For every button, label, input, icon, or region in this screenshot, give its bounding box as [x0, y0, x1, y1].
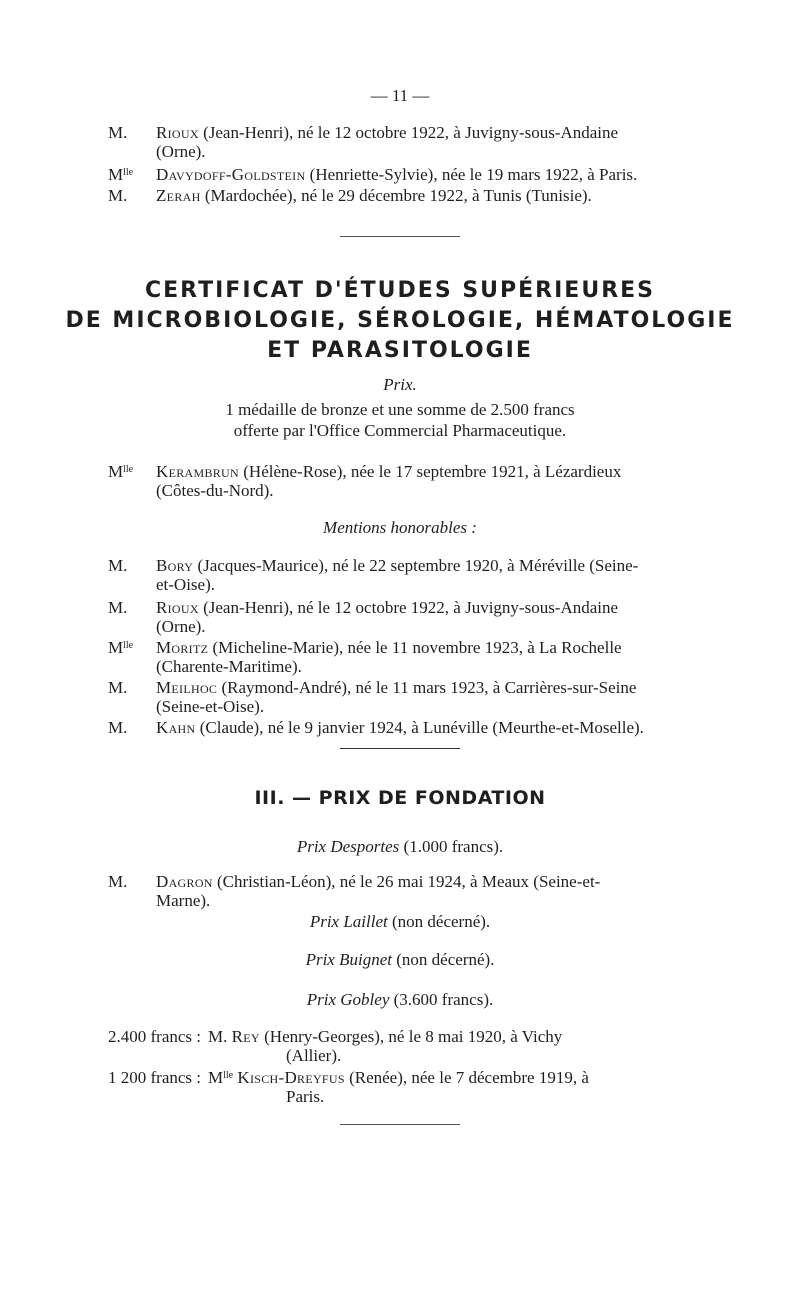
entry-kisch-dreyfus: [108, 1068, 708, 1106]
entry-name: Zerah: [156, 186, 201, 205]
entry-zerah: [108, 186, 708, 205]
entry-rey: [108, 1027, 708, 1065]
entry-name: Davydoff-Goldstein: [156, 165, 306, 184]
entry-details: (Christian-Léon), né le 26 mai 1924, à Meaux (Seine-et-: [212, 872, 601, 891]
entry-meilhoc: [108, 678, 708, 716]
entry-davydoff: [108, 165, 708, 184]
certificate-heading-line-1: CERTIFICAT D'ÉTUDES SUPÉRIEURES: [144, 278, 656, 303]
entry-name: Dagron: [156, 872, 213, 891]
entry-name: Kerambrun: [156, 462, 239, 481]
entry-continuation: Paris.: [286, 1087, 325, 1106]
entry-details: (Hélène-Rose), née le 17 septembre 1921, à Lézardieux: [239, 462, 622, 481]
entry-kerambrun: [108, 462, 708, 500]
entry-name: Kisch-Dreyfus: [237, 1068, 345, 1087]
entry-continuation: (Seine-et-Oise).: [156, 697, 265, 716]
entry-title: M.: [108, 123, 128, 142]
entry-title: M.: [108, 678, 128, 697]
entry-title: $M^{lle}$: [108, 638, 134, 657]
certificate-heading-line-3: ET PARASITOLOGIE: [267, 338, 533, 363]
prize-amount: 2.400 francs :: [108, 1027, 202, 1046]
entry-details: (Raymond-André), né le 11 mars 1923, à Carrières-sur-Seine: [217, 678, 637, 697]
certificate-heading-line-2: DE MICROBIOLOGIE, SÉROLOGIE, HÉMATOLOGIE: [65, 308, 735, 333]
entry-dagron: [108, 872, 708, 910]
entry-title: M.: [108, 718, 128, 737]
entry-title: M.: [208, 1027, 228, 1046]
entry-continuation: (Orne).: [156, 142, 206, 161]
entry-title: M.: [108, 556, 128, 575]
divider-rule: [340, 1124, 460, 1125]
entry-title: M.: [108, 598, 128, 617]
entry-rioux-top: [108, 123, 708, 161]
entry-continuation: (Charente-Maritime).: [156, 657, 302, 676]
entry-name: Moritz: [156, 638, 209, 657]
entry-details: (Jean-Henri), né le 12 octobre 1922, à Juvigny-sous-Andaine: [198, 598, 619, 617]
prize-buignet: Prix Buignet (non décerné).: [305, 950, 495, 969]
entry-bory: [108, 556, 708, 594]
entry-continuation: (Allier).: [286, 1046, 342, 1065]
entry-rioux-mention: [108, 598, 708, 636]
entry-kahn: [108, 718, 708, 737]
prize-gobley: Prix Gobley (3.600 francs).: [306, 990, 494, 1009]
entry-details: (Micheline-Marie), née le 11 novembre 1923, à La Rochelle: [208, 638, 622, 657]
prize-description-1: 1 médaille de bronze et une somme de 2.500 francs: [225, 400, 575, 419]
prize-description-2: offerte par l'Office Commercial Pharmaceutique.: [233, 421, 567, 440]
prize-laillet: Prix Laillet (non décerné).: [309, 912, 491, 931]
entry-continuation: Marne).: [156, 891, 211, 910]
page-number: — 11 —: [370, 86, 430, 105]
entry-name: Rioux: [156, 598, 199, 617]
entry-details: (Jacques-Maurice), né le 22 septembre 1920, à Méréville (Seine-: [193, 556, 639, 575]
entry-title: $M^{lle}$: [108, 462, 134, 481]
entry-title: M.: [108, 186, 128, 205]
entry-title: $M^{lle}$: [208, 1068, 234, 1087]
entry-name: Bory: [156, 556, 194, 575]
entry-title: $M^{lle}$: [108, 165, 134, 184]
entry-title: M.: [108, 872, 128, 891]
prize-label: Prix.: [383, 375, 417, 394]
entry-name: Kahn: [156, 718, 196, 737]
entry-details: (Claude), né le 9 janvier 1924, à Lunéville (Meurthe-et-Moselle).: [195, 718, 644, 737]
entry-moritz: [108, 638, 708, 676]
prize-amount: 1 200 francs :: [108, 1068, 202, 1087]
entry-continuation: (Orne).: [156, 617, 206, 636]
mentions-label: Mentions honorables :: [323, 518, 477, 537]
entry-details: (Henry-Georges), né le 8 mai 1920, à Vichy: [259, 1027, 563, 1046]
entry-name: Rey: [231, 1027, 260, 1046]
entry-details: (Henriette-Sylvie), née le 19 mars 1922, à Paris.: [305, 165, 638, 184]
divider-rule: [340, 748, 460, 749]
entry-name: Rioux: [156, 123, 199, 142]
divider-rule: [340, 236, 460, 237]
entry-details: (Renée), née le 7 décembre 1919, à: [344, 1068, 589, 1087]
entry-name: Meilhoc: [156, 678, 218, 697]
entry-details: (Jean-Henri), né le 12 octobre 1922, à Juvigny-sous-Andaine: [198, 123, 619, 142]
entry-continuation: (Côtes-du-Nord).: [156, 481, 274, 500]
entry-continuation: et-Oise).: [156, 575, 216, 594]
entry-details: (Mardochée), né le 29 décembre 1922, à Tunis (Tunisie).: [200, 186, 592, 205]
section-heading: III. — PRIX DE FONDATION: [254, 787, 546, 809]
prize-desportes: Prix Desportes (1.000 francs).: [296, 837, 504, 856]
